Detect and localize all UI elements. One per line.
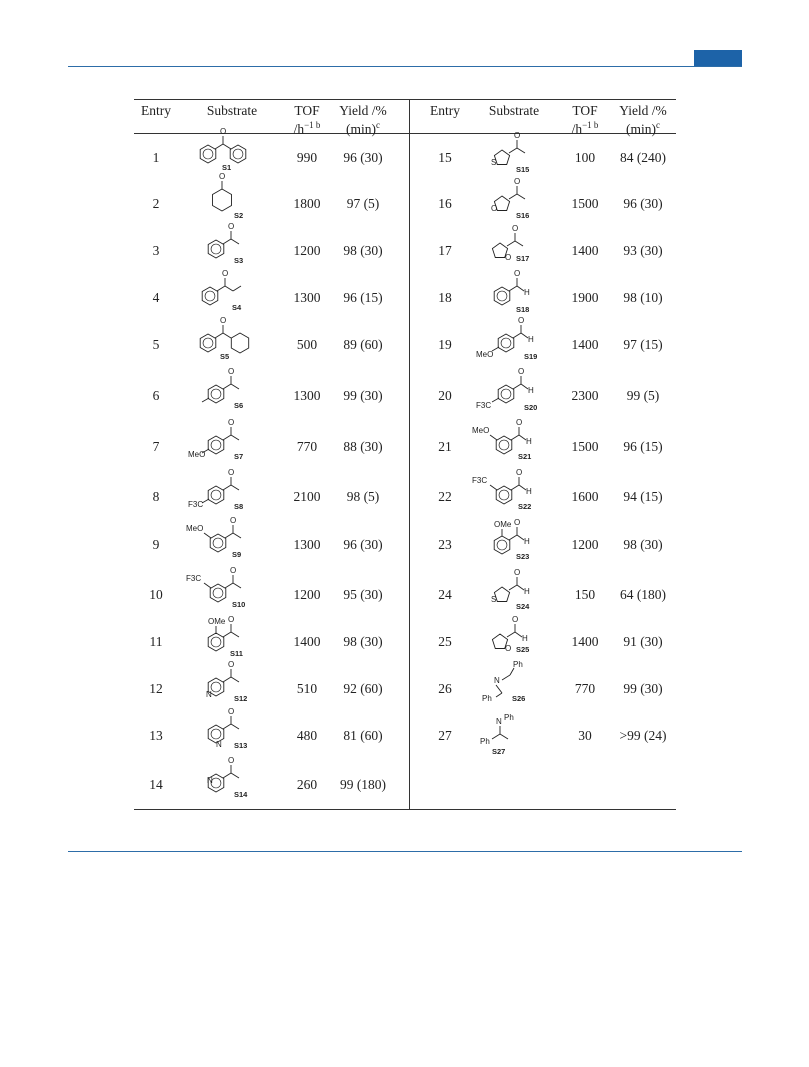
svg-text:N: N	[496, 717, 502, 726]
yield-value: 95 (30)	[343, 587, 383, 602]
header-yield-line2: (min)	[626, 121, 656, 137]
substrate-structure-s24	[480, 569, 550, 617]
svg-text:S9: S9	[232, 550, 242, 559]
svg-text:O: O	[512, 224, 519, 233]
header-tof-sup: −1 b	[304, 120, 321, 130]
svg-text:S24: S24	[516, 602, 530, 611]
header-yield-line1: Yield /%	[339, 103, 387, 118]
substrate-structure-s20	[476, 367, 550, 418]
svg-text:O: O	[505, 253, 512, 262]
svg-text:S17: S17	[516, 254, 530, 263]
svg-text:O: O	[514, 518, 521, 527]
tof-value: 2100	[293, 489, 321, 504]
header-yield-sup: c	[376, 120, 380, 130]
entry-number: 23	[438, 537, 452, 552]
svg-text:S13: S13	[234, 741, 248, 750]
svg-text:Ph: Ph	[513, 660, 523, 669]
svg-text:H: H	[526, 487, 532, 496]
yield-value: 96 (15)	[343, 290, 383, 305]
svg-text:F3C: F3C	[476, 401, 492, 410]
substrate-structure-s6	[194, 367, 264, 418]
svg-text:H: H	[524, 537, 530, 546]
tof-value: 1900	[571, 290, 599, 305]
svg-text:O: O	[518, 316, 525, 325]
yield-value: 89 (60)	[343, 337, 383, 352]
header-tof-sup: −1 b	[582, 120, 599, 130]
svg-text:S21: S21	[518, 452, 532, 461]
substrate-structure-s1	[194, 127, 264, 180]
entry-number: 25	[438, 634, 452, 649]
svg-text:S: S	[491, 595, 497, 604]
tof-value: 1600	[571, 489, 599, 504]
tof-value: 1400	[571, 634, 599, 649]
tof-value: 1400	[571, 243, 599, 258]
svg-text:O: O	[516, 468, 523, 477]
svg-text:O: O	[491, 204, 498, 213]
entry-number: 3	[152, 243, 160, 258]
svg-text:O: O	[512, 615, 519, 624]
svg-text:F3C: F3C	[188, 500, 204, 509]
table-top-rule	[134, 99, 676, 100]
yield-value: 64 (180)	[619, 587, 667, 602]
tof-value: 1300	[293, 537, 321, 552]
substrate-structure-s9	[186, 516, 264, 567]
entry-number: 17	[438, 243, 452, 258]
yield-value: 88 (30)	[343, 439, 383, 454]
svg-text:O: O	[220, 316, 227, 325]
entry-number: 9	[152, 537, 160, 552]
header-accent-block	[694, 50, 742, 67]
entry-number: 20	[438, 388, 452, 403]
svg-text:O: O	[514, 177, 521, 186]
svg-text:O: O	[220, 127, 227, 136]
tof-value: 1300	[293, 388, 321, 403]
header-tof	[284, 103, 330, 137]
tof-value: 1500	[571, 196, 599, 211]
yield-value: 99 (5)	[626, 388, 660, 403]
entry-number: 12	[149, 681, 163, 696]
yield-value: 93 (30)	[623, 243, 663, 258]
svg-text:S26: S26	[512, 694, 526, 703]
tof-value: 1300	[293, 290, 321, 305]
substrate-structure-s22	[472, 468, 550, 519]
svg-text:S7: S7	[234, 452, 244, 461]
header-entry: Entry	[141, 103, 171, 118]
yield-value: 98 (30)	[623, 537, 663, 552]
header-tof-line2: /h	[571, 121, 583, 137]
yield-value: 98 (30)	[343, 243, 383, 258]
header-yield-sup: c	[656, 120, 660, 130]
substrate-structure-s11	[194, 616, 264, 664]
tof-value: 990	[296, 150, 318, 165]
svg-text:Ph: Ph	[504, 713, 514, 722]
svg-text:MeO: MeO	[188, 450, 206, 459]
entry-number: 24	[438, 587, 452, 602]
svg-text:S: S	[491, 158, 497, 167]
tof-value: 500	[296, 337, 318, 352]
header-tof-line2: /h	[293, 121, 305, 137]
svg-text:S27: S27	[492, 747, 506, 756]
entry-number: 10	[149, 587, 163, 602]
entry-number: 8	[152, 489, 160, 504]
svg-text:H: H	[524, 587, 530, 596]
svg-text:N: N	[207, 776, 213, 785]
yield-value: 99 (30)	[623, 681, 663, 696]
tof-value: 150	[574, 587, 596, 602]
tof-value: 1200	[293, 587, 321, 602]
svg-text:S18: S18	[516, 305, 530, 314]
svg-text:H: H	[526, 437, 532, 446]
substrate-structure-s8	[188, 468, 264, 519]
svg-text:S25: S25	[516, 645, 530, 654]
svg-text:N: N	[494, 676, 500, 685]
substrate-structure-s14	[194, 756, 264, 807]
entry-number: 5	[152, 337, 160, 352]
tof-value: 2300	[571, 388, 599, 403]
tof-value: 1500	[571, 439, 599, 454]
substrate-structure-s17	[480, 225, 550, 273]
yield-value: 94 (15)	[623, 489, 663, 504]
svg-text:H: H	[528, 386, 534, 395]
svg-text:O: O	[514, 131, 521, 140]
svg-text:O: O	[505, 644, 512, 653]
tof-value: 1400	[293, 634, 321, 649]
svg-text:OMe: OMe	[494, 520, 512, 529]
yield-value: 98 (5)	[346, 489, 380, 504]
table-bottom-rule	[134, 809, 676, 810]
header-tof	[562, 103, 608, 137]
svg-text:O: O	[228, 222, 235, 231]
tof-value: 30	[578, 728, 592, 743]
svg-text:S20: S20	[524, 403, 538, 412]
svg-text:O: O	[228, 367, 235, 376]
substrate-structure-s25	[480, 616, 550, 664]
svg-text:S12: S12	[234, 694, 248, 703]
tof-value: 1200	[293, 243, 321, 258]
svg-text:O: O	[222, 269, 229, 278]
yield-value: 92 (60)	[343, 681, 383, 696]
svg-text:O: O	[228, 660, 235, 669]
yield-value: 96 (30)	[623, 196, 663, 211]
tof-value: 100	[574, 150, 596, 165]
svg-text:S23: S23	[516, 552, 530, 561]
svg-text:H: H	[522, 634, 528, 643]
svg-text:S15: S15	[516, 165, 530, 174]
header-yield	[610, 103, 676, 137]
tof-value: 480	[296, 728, 318, 743]
substrate-structure-s15	[480, 132, 550, 180]
svg-text:O: O	[228, 707, 235, 716]
entry-number: 19	[438, 337, 452, 352]
header-substrate: Substrate	[206, 103, 258, 118]
tof-value: 770	[296, 439, 318, 454]
yield-value: 96 (15)	[623, 439, 663, 454]
svg-text:N: N	[216, 740, 222, 749]
svg-text:O: O	[514, 269, 521, 278]
entry-number: 6	[152, 388, 160, 403]
svg-text:S6: S6	[234, 401, 244, 410]
tof-value: 510	[296, 681, 318, 696]
svg-text:S3: S3	[234, 256, 244, 265]
entry-number: 11	[149, 634, 163, 649]
entry-number: 22	[438, 489, 452, 504]
substrate-structure-s12	[194, 660, 264, 711]
footer-rule	[68, 851, 742, 852]
yield-value: 91 (30)	[623, 634, 663, 649]
yield-value: 98 (30)	[343, 634, 383, 649]
substrate-structure-s19	[476, 316, 550, 367]
header-yield-line2: (min)	[346, 121, 376, 137]
yield-value: 96 (30)	[343, 150, 383, 165]
substrate-structure-s18	[480, 269, 550, 320]
yield-value: >99 (24)	[619, 728, 667, 743]
substrate-structure-s3	[194, 222, 264, 273]
svg-text:S14: S14	[234, 790, 248, 799]
substrate-structure-s23	[480, 519, 550, 567]
svg-text:S5: S5	[220, 352, 230, 361]
entry-number: 27	[438, 728, 452, 743]
header-entry: Entry	[430, 103, 460, 118]
yield-value: 97 (15)	[623, 337, 663, 352]
svg-text:O: O	[228, 468, 235, 477]
svg-text:O: O	[230, 516, 237, 525]
yield-value: 96 (30)	[343, 537, 383, 552]
entry-number: 2	[152, 196, 160, 211]
entry-number: 16	[438, 196, 452, 211]
yield-value: 97 (5)	[346, 196, 380, 211]
svg-text:S10: S10	[232, 600, 246, 609]
substrate-structure-s26	[480, 660, 550, 711]
header-tof-line1: TOF	[294, 103, 320, 118]
header-yield	[330, 103, 396, 137]
entry-number: 7	[152, 439, 160, 454]
tof-value: 1200	[571, 537, 599, 552]
svg-text:O: O	[230, 566, 237, 575]
entry-number: 1	[152, 150, 160, 165]
svg-text:O: O	[219, 172, 226, 181]
yield-value: 99 (180)	[339, 777, 387, 792]
svg-text:O: O	[518, 367, 525, 376]
tof-value: 1800	[293, 196, 321, 211]
substrate-structure-s4	[194, 269, 264, 320]
entry-number: 15	[438, 150, 452, 165]
svg-text:O: O	[228, 756, 235, 765]
tof-value: 770	[574, 681, 596, 696]
substrate-structure-s27	[480, 710, 550, 758]
entry-number: 26	[438, 681, 452, 696]
yield-value: 99 (30)	[343, 388, 383, 403]
svg-text:S22: S22	[518, 502, 532, 511]
yield-value: 98 (10)	[623, 290, 663, 305]
tof-value: 260	[296, 777, 318, 792]
svg-text:S16: S16	[516, 211, 530, 220]
svg-text:Ph: Ph	[480, 737, 490, 746]
svg-text:H: H	[528, 335, 534, 344]
svg-text:O: O	[514, 568, 521, 577]
substrate-structure-s16	[480, 178, 550, 226]
yield-value: 84 (240)	[619, 150, 667, 165]
svg-text:S2: S2	[234, 211, 244, 220]
svg-text:N: N	[206, 690, 212, 699]
svg-text:MeO: MeO	[476, 350, 494, 359]
header-rule	[68, 66, 742, 67]
substrate-structure-s10	[186, 566, 264, 617]
tof-value: 1400	[571, 337, 599, 352]
svg-text:S8: S8	[234, 502, 244, 511]
substrate-structure-s21	[472, 418, 550, 469]
entry-number: 21	[438, 439, 452, 454]
substrate-structure-s2	[194, 172, 264, 226]
svg-text:O: O	[228, 615, 235, 624]
header-tof-line1: TOF	[572, 103, 598, 118]
svg-text:F3C: F3C	[186, 574, 202, 583]
yield-value: 81 (60)	[343, 728, 383, 743]
svg-text:Ph: Ph	[482, 694, 492, 703]
svg-text:S11: S11	[230, 649, 243, 658]
svg-text:MeO: MeO	[472, 426, 490, 435]
svg-text:S19: S19	[524, 352, 538, 361]
entry-number: 4	[152, 290, 160, 305]
header-substrate: Substrate	[488, 103, 540, 118]
svg-text:S4: S4	[232, 303, 242, 312]
entry-number: 13	[149, 728, 163, 743]
substrate-table	[134, 99, 676, 811]
entry-number: 14	[149, 777, 163, 792]
svg-text:O: O	[228, 418, 235, 427]
substrate-structure-s7	[188, 418, 264, 469]
svg-text:O: O	[516, 418, 523, 427]
svg-text:OMe: OMe	[208, 617, 226, 626]
svg-text:F3C: F3C	[472, 476, 488, 485]
substrate-structure-s13	[194, 707, 264, 758]
svg-text:MeO: MeO	[186, 524, 204, 533]
table-column-divider	[409, 99, 410, 810]
entry-number: 18	[438, 290, 452, 305]
svg-text:H: H	[524, 288, 530, 297]
substrate-structure-s5	[194, 316, 264, 367]
header-yield-line1: Yield /%	[619, 103, 667, 118]
svg-text:S1: S1	[222, 163, 232, 172]
